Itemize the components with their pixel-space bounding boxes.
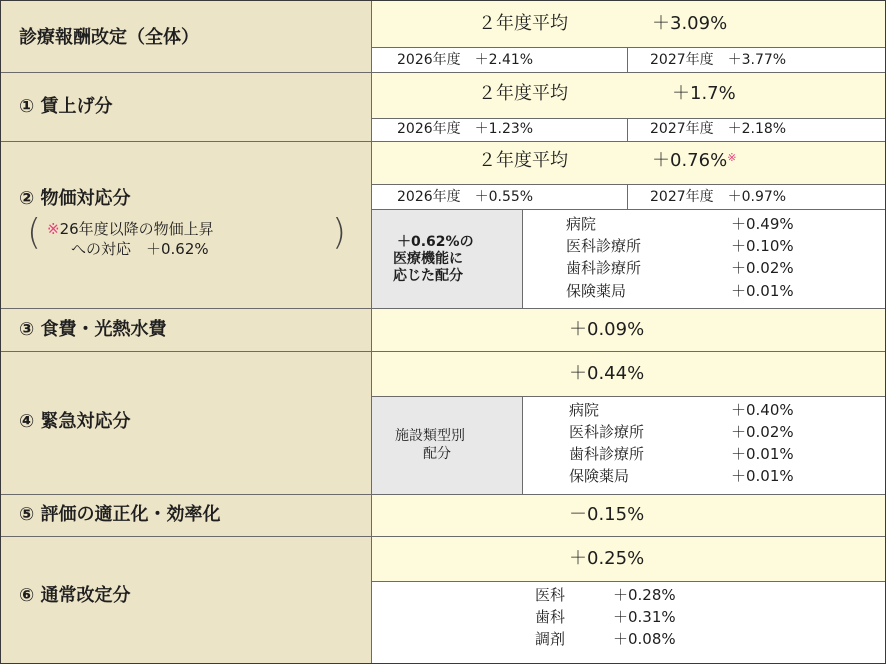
regular-item-name: 歯科 <box>535 608 566 626</box>
regular-item-name: 医科 <box>535 586 566 604</box>
price-avg-cell <box>372 141 885 184</box>
price-item-value: ＋0.01% <box>731 282 794 300</box>
price-note-line1 <box>47 222 214 237</box>
emergency-item-name: 保険薬局 <box>569 467 630 485</box>
divider <box>627 184 628 209</box>
price-note-line2: への対応 ＋0.62% <box>71 240 209 258</box>
note-mark: ※ <box>47 220 60 238</box>
price-2027: 2027年度 ＋0.97% <box>650 189 787 205</box>
emergency-sub-label-1: 施設類型別 <box>395 428 465 444</box>
emergency-item-value: ＋0.01% <box>731 445 794 463</box>
divider <box>372 47 885 48</box>
emergency-item-name: 医科診療所 <box>569 423 645 441</box>
divider <box>1 536 885 537</box>
price-item-value: ＋0.10% <box>731 237 794 255</box>
wage-avg-cell <box>372 72 885 118</box>
wage-2027: 2027年度 ＋2.18% <box>650 121 787 137</box>
regular-item-value: ＋0.08% <box>613 630 676 648</box>
emergency-sub-label-2: 配分 <box>423 446 451 462</box>
regular-item-value: ＋0.31% <box>613 608 676 626</box>
overall-2027: 2027年度 ＋3.77% <box>650 52 787 68</box>
price-item-name: 保険薬局 <box>566 282 627 300</box>
divider <box>627 118 628 141</box>
overall-avg-value: ＋3.09% <box>652 13 728 34</box>
emergency-item-value: ＋0.02% <box>731 423 794 441</box>
divider <box>372 581 885 582</box>
divider <box>522 396 523 494</box>
wage-avg-value: ＋1.7% <box>672 83 736 104</box>
divider <box>1 494 885 495</box>
overall-avg-label: ２年度平均 <box>478 13 568 34</box>
divider <box>1 351 885 352</box>
price-2026: 2026年度 ＋0.55% <box>397 189 534 205</box>
note-close-paren: ) <box>332 212 347 253</box>
note-text: 26年度以降の物価上昇 <box>59 220 214 238</box>
price-item-name: 病院 <box>566 215 597 233</box>
emergency-item-value: ＋0.40% <box>731 401 794 419</box>
note-open-paren: ( <box>27 212 42 253</box>
divider <box>1 72 885 73</box>
divider <box>372 396 885 397</box>
price-sub-label-2: 医療機能に <box>393 251 463 267</box>
food-value: ＋0.09% <box>569 319 645 340</box>
price-item-value: ＋0.49% <box>731 215 794 233</box>
divider <box>522 209 523 308</box>
row-label-wage: ① 賃上げ分 <box>19 96 113 117</box>
emergency-item-value: ＋0.01% <box>731 467 794 485</box>
divider <box>372 184 885 185</box>
divider <box>627 47 628 72</box>
regular-item-name: 調剤 <box>535 630 566 648</box>
price-avg-label: ２年度平均 <box>478 150 568 171</box>
wage-2026: 2026年度 ＋1.23% <box>397 121 534 137</box>
emergency-sub-label-cell <box>372 396 522 494</box>
row-label-efficiency: ⑤ 評価の適正化・効率化 <box>19 504 221 525</box>
regular-value: ＋0.25% <box>569 548 645 569</box>
row-label-price: ② 物価対応分 <box>19 188 131 209</box>
divider <box>1 308 885 309</box>
row-label-regular: ⑥ 通常改定分 <box>19 585 131 606</box>
divider <box>372 118 885 119</box>
emergency-item-name: 歯科診療所 <box>569 445 645 463</box>
regular-item-value: ＋0.28% <box>613 586 676 604</box>
wage-avg-label: ２年度平均 <box>478 83 568 104</box>
overall-avg-cell <box>372 1 885 47</box>
row-label-emergency: ④ 緊急対応分 <box>19 411 131 432</box>
price-sub-label-3: 応じた配分 <box>393 268 463 284</box>
price-avg-value <box>652 152 736 170</box>
price-sub-label-1: ＋0.62%の <box>397 234 474 250</box>
price-avg-number: ＋0.76% <box>652 150 728 171</box>
overall-2026: 2026年度 ＋2.41% <box>397 52 534 68</box>
price-item-name: 医科診療所 <box>566 237 642 255</box>
divider <box>1 141 885 142</box>
price-avg-mark: ※ <box>727 151 737 164</box>
row-label-food: ③ 食費・光熱水費 <box>19 319 167 340</box>
divider <box>372 209 885 210</box>
price-item-value: ＋0.02% <box>731 259 794 277</box>
emergency-value: ＋0.44% <box>569 363 645 384</box>
price-item-name: 歯科診療所 <box>566 259 642 277</box>
row-label-overall: 診療報酬改定（全体） <box>19 27 199 48</box>
efficiency-value: －0.15% <box>569 504 645 525</box>
emergency-item-name: 病院 <box>569 401 600 419</box>
